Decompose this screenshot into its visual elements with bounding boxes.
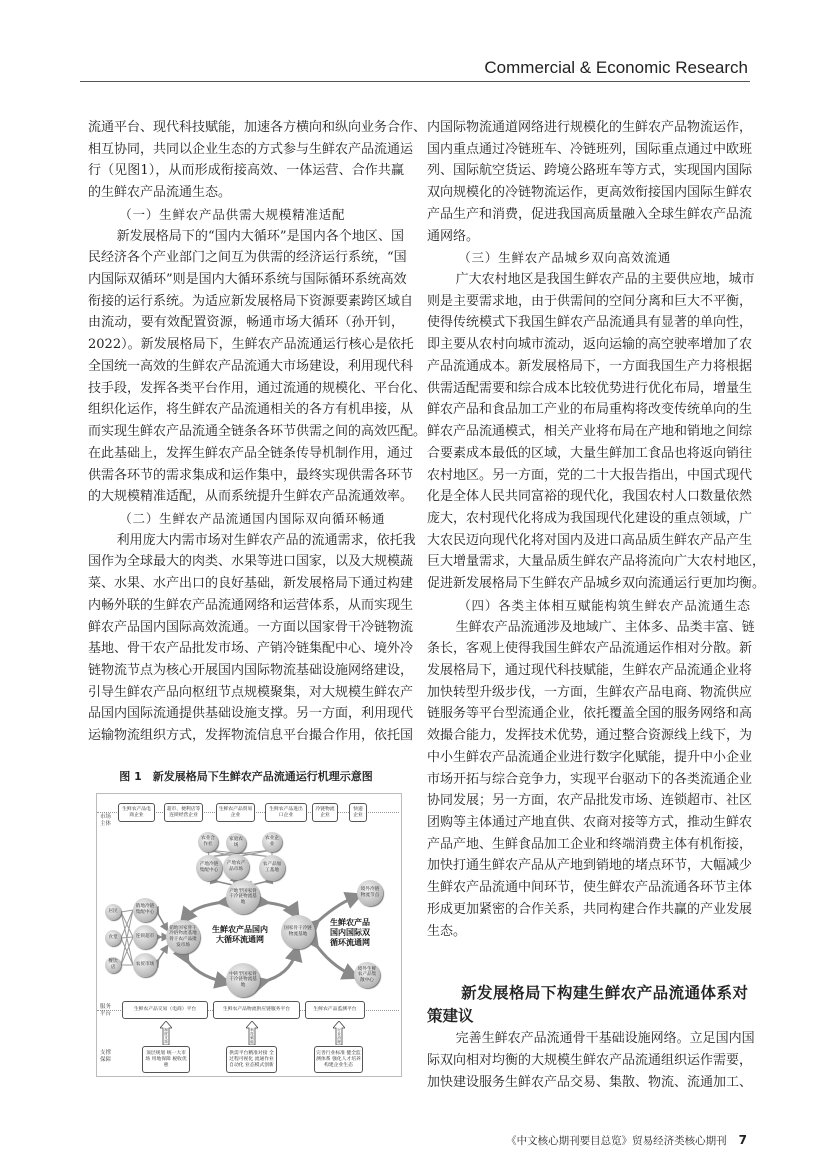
paragraph-line: 新发展格局下的“国内大循环”是国内各个地区、国 (116, 228, 404, 244)
sales-node: 农贸市场 (133, 953, 157, 977)
national-hub-node: 国家骨干冷链物流基地 (281, 915, 315, 949)
paragraph-line: 列、国际航空货运、跨境公路班车等方式，实现国内国际 (427, 163, 753, 179)
right-column (427, 117, 766, 1093)
overseas-node: 境外冷链物流节点 (357, 880, 383, 906)
paragraph-line: 的大规模精准适配，从而系统提升生鲜农产品流通效率。 (88, 489, 414, 505)
consumer-node: 食堂 (105, 930, 121, 946)
section-heading: 新发展格局下构建生鲜农产品流通体系对 (461, 984, 748, 1003)
market-entity-box: 生鲜农产品贸易企业 (216, 803, 255, 822)
paragraph-line: 民经济各个产业部门之间互为供需的经济运行系统，“国 (88, 250, 407, 266)
paragraph-line: 由流动，要有效配置资源，畅通市场大循环（孙开钊， (88, 315, 404, 331)
paragraph-line: 通网络。 (427, 228, 480, 244)
section-gap (427, 942, 748, 982)
dual-network-label: 生鲜农产品国内国际双循环流通网 (330, 918, 370, 947)
paragraph-line: 产品生产和消费，促进我国高质量融入全球生鲜农产品流 (427, 206, 753, 222)
paragraph-line: 衔接的运行系统。为适应新发展格局下资源要素跨区域自 (88, 293, 414, 309)
paragraph-line: 国内重点通过冷链班车、冷链班列，国际重点通过中欧班 (427, 141, 753, 157)
paragraph-line: 基地、骨干农产品批发市场、产销冷链集配中心、境外冷 (88, 641, 414, 657)
market-entity-box: 快递企业 (349, 803, 367, 822)
paragraph-line: 内国际物流通道网络进行规模化的生鲜农产品物流运作， (427, 120, 753, 135)
paragraph-line: 完善生鲜农产品流通骨干基础设施网络。立足国内国 (455, 1031, 755, 1047)
paragraph-line: 内畅外联的生鲜农产品流通网络和运营体系，从而实现生 (88, 597, 414, 613)
paragraph-line: 2022）。新发展格局下，生鲜农产品流通运行核心是依托 (88, 337, 414, 353)
paragraph-line: 鲜农产品流通模式，相关产业将布局在产地和销地之间综 (427, 424, 753, 440)
paragraph-line: 大农民迈向现代化将对国内及进口高品质生鲜农产品产生 (427, 532, 753, 548)
up-arrow-icon (333, 1021, 345, 1045)
origin-hub-node: 产地型国家骨干冷链物流基地 (226, 880, 260, 914)
row-label-service: 服务平台 (100, 1004, 112, 1017)
paragraph-line: 中小生鲜农产品流通企业进行数字化赋能，提升中小企业 (427, 749, 753, 765)
left-column (88, 117, 427, 747)
up-arrow-icon (160, 1021, 172, 1045)
arrow-label: 制度支持 (164, 1028, 168, 1044)
paragraph-line: 国作为全球最大的肉类、水果等进口国家，以及大规模蔬 (88, 554, 414, 570)
paragraph-line: 生鲜农产品流通涉及地域广、主体多、品类丰富、链 (455, 619, 755, 635)
producer-node: 农业合作社 (198, 832, 218, 852)
paragraph-line: 加快转型升级步伐，一方面，生鲜农产品电商、物流供应 (427, 684, 753, 700)
paragraph-line: 利用庞大内需市场对生鲜农产品的流通需求，依托我 (116, 532, 416, 548)
figure-caption: 图 1 新发展格局下生鲜农产品流通运行机理示意图 (119, 770, 373, 783)
paragraph-line: 内国际双循环”则是国内大循环系统与国际循环系统高效 (88, 272, 407, 288)
platform-box: 生鲜农产品监测平台 (305, 1001, 365, 1019)
market-entity-box: 生鲜农产品进出口企业 (265, 803, 307, 822)
subsection-heading: （二）生鲜农产品流通国内国际双向循环畅通 (119, 510, 386, 526)
row-label-market: 市场主体 (100, 814, 112, 827)
paragraph-line: 团购等主体通过产地直供、农商对接等方式，推动生鲜农 (427, 815, 753, 830)
paragraph-line: 技手段，发挥各类平台作用，通过流通的规模化、平台化、 (88, 380, 427, 396)
paragraph-line: 际双向相对均衡的大规模生鲜农产品流通组织运作需要， (427, 1053, 753, 1069)
paragraph-line: 广大农村地区是我国生鲜农产品的主要供应地，城市 (455, 272, 755, 288)
support-box: 完善行业标准 健全监测体系 强化人才培养 构建企业生态 (314, 1046, 363, 1073)
paragraph-line: 协同发展；另一方面，农产品批发市场、连锁超市、社区 (427, 793, 753, 809)
paragraph-line: 供需适配需要和综合成本比较优势进行优化布局，增量生 (427, 380, 753, 396)
paragraph-line: 的生鲜农产品流通生态。 (88, 185, 232, 201)
paragraph-line: 产品产地、生鲜食品加工企业和终端消费主体有机衔接， (427, 836, 753, 852)
domestic-network-label: 生鲜农产品国内大循环流通网 (212, 925, 268, 944)
paragraph-line: 生鲜农产品流通中间环节，使生鲜农产品流通各环节主体 (427, 880, 753, 896)
market-entity-box: 超市、便利店等连锁经营企业 (164, 803, 203, 822)
market-entity-box: 冷链物流企业 (312, 803, 338, 822)
sales-hub-node: 销地国家骨干冷链物流基地 骨干农产品批发市场 (166, 920, 200, 954)
journal-header-title: Commercial & Economic Research (484, 58, 748, 77)
transit-hub-node: 中转型国家骨干冷链物流基地 (226, 963, 260, 997)
paragraph-line: 供需各环节的需求集成和运作集中，最终实现供需各环节 (88, 467, 414, 483)
paragraph-line: 产品流通成本。新发展格局下，一方面我国生产力将根据 (427, 358, 753, 374)
row-label-support: 支撑保障 (100, 1050, 112, 1063)
paragraph-line: 链物流节点为核心开展国内国际物流基础设施网络建设， (88, 662, 414, 678)
paragraph-line: 运输物流组织方式，发挥物流信息平台撮合作用，依托国 (88, 728, 414, 744)
paragraph-line: 引导生鲜农产品向枢纽节点规模聚集，对大规模生鲜农产 (88, 684, 414, 700)
paragraph-line: 促进新发展格局下生鲜农产品城乡双向流通运行更加均衡。 (427, 576, 766, 592)
arrow-label: 科技赋能 (250, 1028, 254, 1044)
paragraph-line: 鲜农产品国内国际高效流通。一方面以国家骨干冷链物流 (88, 619, 414, 635)
paragraph-line: 市场开拓与综合竞争力，实现平台驱动下的各类流通企业 (427, 771, 753, 787)
subsection-heading: （一）生鲜农产品供需大规模精准适配 (119, 206, 346, 222)
consumer-node: 居民 (105, 904, 121, 920)
paragraph-line: 相互协同，共同以企业生态的方式参与生鲜农产品流通运 (88, 141, 414, 157)
sales-node: 连锁超市 (133, 925, 157, 949)
paragraph-line: 鲜农产品和食品加工产业的布局重构将改变传统单向的生 (427, 402, 753, 418)
sales-node: 销地冷链集配中心 (133, 898, 157, 922)
paragraph-line: 在此基础上，发挥生鲜农产品全链条传导机制作用，通过 (88, 445, 414, 461)
platform-box: 生鲜农产品物流供应链服务平台 (213, 1001, 300, 1019)
origin-node: 农产品加工基地 (259, 855, 285, 881)
header-rule (80, 81, 750, 82)
subsection-heading: （三）生鲜农产品城乡双向高效流通 (458, 250, 672, 266)
paragraph-line: 使得传统模式下我国生鲜农产品流通具有显著的单向性， (427, 315, 753, 331)
producer-node: 农业企业 (262, 832, 282, 852)
origin-node: 产地冷链集配中心 (196, 855, 222, 881)
support-box: 供需平台精准对接 全过程可视化 流通作业自动化 业态模式创新 (226, 1046, 277, 1073)
paragraph-line: 农村地区。另一方面，党的二十大报告指出，中国式现代 (427, 467, 753, 483)
paragraph-line: 行（见图1），从而形成衔接高效、一体运营、合作共赢 (88, 163, 404, 179)
section-heading: 策建议 (427, 1007, 474, 1026)
paragraph-line: 加快建设服务生鲜农产品交易、集散、物流、流通加工、 (427, 1074, 753, 1090)
paragraph-line: 发展格局下，通过现代科技赋能，生鲜农产品流通企业将 (427, 662, 753, 678)
up-arrow-icon (246, 1021, 258, 1045)
paragraph-line: 菜、水果、水产出口的良好基础，新发展格局下通过构建 (88, 576, 414, 592)
paragraph-line: 形成更加紧密的合作关系，共同构建合作共赢的产业发展 (427, 901, 753, 917)
market-entity-box: 生鲜农产品电商企业 (118, 803, 155, 822)
arrow-label: 行业治理 (337, 1028, 341, 1044)
paragraph-line: 巨大增量需求，大量品质生鲜农产品将流向广大农村地区， (427, 554, 766, 570)
platform-box: 生鲜农产品交易（电商）平台 (122, 1001, 208, 1019)
page-footer (506, 1133, 747, 1148)
page-number: 7 (738, 1133, 747, 1147)
footer-journal-note: 《中文核心期刊要目总览》贸易经济类核心期刊 (506, 1135, 727, 1147)
paragraph-line: 组织化运作，将生鲜农产品流通相关的各方有机串接，从 (88, 402, 414, 418)
paragraph-line: 效撮合能力，发挥技术优势，通过整合资源线上线下，为 (427, 728, 753, 744)
paragraph-line: 生态。 (427, 923, 467, 939)
producer-node: 家庭农场 (226, 833, 246, 853)
consumer-node: 餐饮店 (105, 957, 121, 973)
paragraph-line: 全国统一高效的生鲜农产品流通大市场建设，利用现代科 (88, 358, 414, 374)
paragraph-line: 即主要从农村向城市流动，返向运输的高空驶率增加了农 (427, 337, 753, 353)
paragraph-line: 链服务等平台型流通企业，依托覆盖全国的服务网络和高 (427, 706, 753, 722)
paragraph-line: 加快打通生鲜农产品从产地到销地的堵点环节，大幅减少 (427, 858, 753, 874)
subsection-heading: （四）各类主体相互赋能构筑生鲜农产品流通生态 (458, 597, 751, 613)
paragraph-line: 流通平台、现代科技赋能，加速各方横向和纵向业务合作、 (88, 120, 427, 135)
paragraph-line: 合要素成本最低的区域，大量生鲜加工食品也将返向销往 (427, 445, 753, 461)
origin-node: 产地农产品市场 (223, 854, 249, 880)
paragraph-line: 双向规模化的冷链物流运作，更高效衔接国内国际生鲜农 (427, 185, 753, 201)
paragraph-line: 则是主要需求地，由于供需间的空间分离和巨大不平衡， (427, 293, 753, 309)
overseas-center-node: 境外生鲜农产品集散中心 (354, 962, 380, 988)
paragraph-line: 化是全体人民共同富裕的现代化，我国农村人口数量依然 (427, 489, 753, 505)
paragraph-line: 条长，客观上使得我国生鲜农产品流通运作相对分散。新 (427, 641, 753, 657)
support-box: 顶层规划 统一大市场 用地保障 税收优惠 (142, 1046, 190, 1073)
paragraph-line: 庞大，农村现代化将成为我国现代化建设的重点领域，广 (427, 510, 753, 526)
paragraph-line: 而实现生鲜农产品流通全链条各环节供需之间的高效匹配。 (88, 424, 427, 440)
paragraph-line: 品国内国际流通提供基础设施支撑。另一方面，利用现代 (88, 706, 414, 722)
